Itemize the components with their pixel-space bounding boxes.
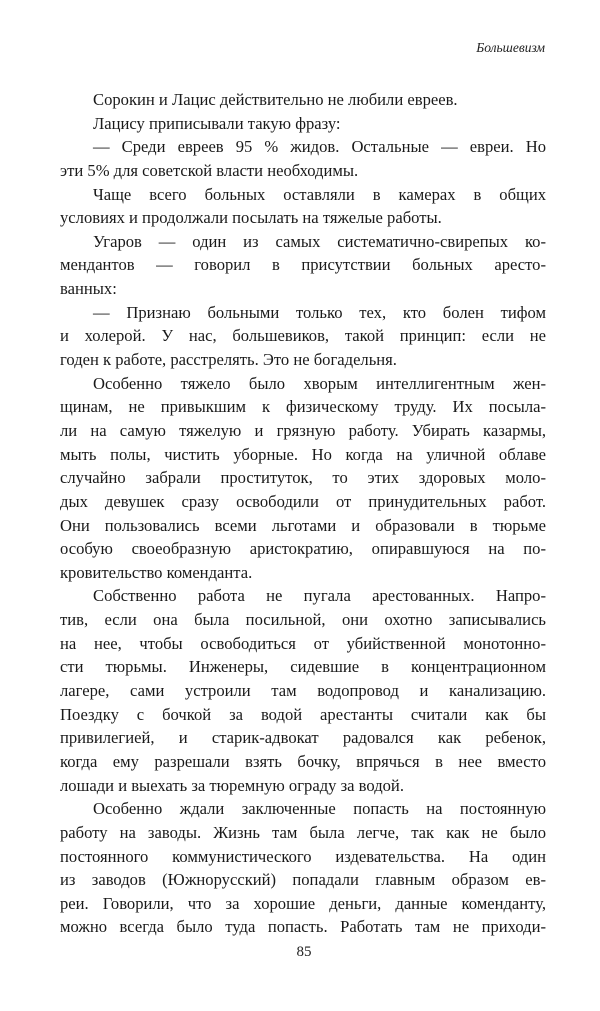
text-line: Сорокин и Лацис действительно не любили евреев.	[93, 90, 458, 109]
text-line: Поездку с бочкой за водой арестанты считали как бы	[60, 704, 546, 724]
text-line: Особенно ждали заключенные попасть на постоянную	[93, 799, 546, 819]
text-line: ванных:	[60, 279, 117, 299]
text-line: реи. Говорили, что за хорошие деньги, данные коменданту,	[60, 893, 546, 913]
text-line: и холерой. У нас, большевиков, такой принцип: если не	[60, 326, 546, 346]
text-line: кровительство коменданта.	[60, 562, 253, 582]
page-number: 85	[296, 944, 312, 960]
text-line: условиях и продолжали посылать на тяжелые работы.	[60, 208, 442, 228]
text-line: лагере, сами устроили там водопровод и канализацию.	[60, 681, 546, 701]
text-line: — Признаю больными только тех, кто болен тифом	[93, 302, 546, 322]
text-line: случайно забрали проституток, то этих здоровых моло-	[60, 468, 546, 488]
text-line: сти тюрьмы. Инженеры, сидевшие в концентрационном	[60, 657, 546, 677]
text-line: дых девушек сразу освободили от принудительных работ.	[60, 491, 546, 511]
text-line: когда ему разрешали взять бочку, впрячься в нее вместо	[60, 751, 546, 771]
text-line: мыть полы, чистить уборные. Но когда на уличной облаве	[60, 444, 546, 464]
text-line: работу на заводы. Жизнь там была легче, так как не было	[60, 822, 546, 842]
text-line: мендантов — говорил в присутствии больных аресто-	[60, 255, 546, 275]
body-text	[60, 88, 546, 939]
text-line: Собственно работа не пугала арестованных. Напро-	[93, 586, 546, 606]
text-line: из заводов (Южнорусский) попадали главным образом ев-	[60, 870, 546, 890]
text-line: Особенно тяжело было хворым интеллигентным жен-	[93, 373, 546, 393]
text-line: Лацису приписывали такую фразу:	[93, 113, 341, 133]
text-line: на нее, чтобы освободиться от убийственной монотонно-	[60, 633, 546, 653]
text-line: лошади и выехать за тюремную ограду за водой.	[60, 775, 404, 795]
text-line: Угаров — один из самых систематично-свирепых ко-	[93, 231, 546, 251]
text-line: Они пользовались всеми льготами и образовали в тюрьме	[60, 515, 546, 535]
text-line: — Среди евреев 95 % жидов. Остальные — евреи. Но	[93, 137, 546, 157]
text-line: годен к работе, расстрелять. Это не богадельня.	[60, 350, 397, 370]
text-line: тив, если она была посильной, они охотно записывались	[60, 610, 546, 630]
text-line: щинам, не привыкшим к физическому труду. Их посыла-	[60, 397, 546, 417]
text-line: Чаще всего больных оставляли в камерах в общих	[93, 184, 546, 204]
text-line: постоянного коммунистического издевательства. На один	[60, 846, 546, 866]
text-line: привилегией, и старик-адвокат радовался как ребенок,	[60, 728, 546, 748]
text-line: эти 5% для советской власти необходимы.	[60, 160, 359, 180]
running-head: Большевизм	[476, 40, 545, 55]
text-line: особую своеобразную аристократию, опиравшуюся на по-	[60, 539, 546, 559]
text-line: ли на самую тяжелую и грязную работу. Убирать казармы,	[60, 420, 546, 440]
text-line: можно всегда было туда попасть. Работать там не приходи-	[60, 917, 546, 937]
